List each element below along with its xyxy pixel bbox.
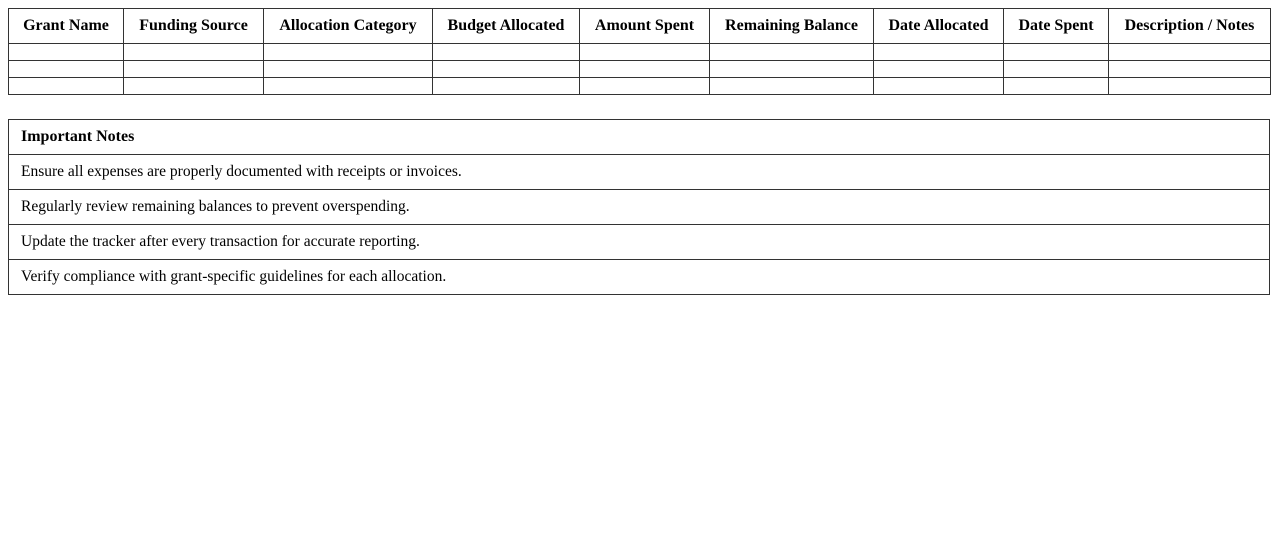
cell-remaining-balance[interactable] [710, 78, 874, 95]
note-row [9, 260, 1270, 295]
note-item: Verify compliance with grant-specific guidelines for each allocation. [9, 260, 1270, 295]
cell-grant-name[interactable] [9, 44, 124, 61]
cell-grant-name[interactable] [9, 61, 124, 78]
table-row [9, 78, 1271, 95]
column-header-amount-spent: Amount Spent [580, 9, 710, 44]
column-header-date-allocated: Date Allocated [874, 9, 1004, 44]
grant-tracker-table [8, 8, 1271, 95]
page-content [8, 8, 1270, 295]
note-item: Regularly review remaining balances to prevent overspending. [9, 190, 1270, 225]
cell-remaining-balance[interactable] [710, 61, 874, 78]
cell-funding-source[interactable] [124, 44, 264, 61]
column-header-description-notes: Description / Notes [1109, 9, 1271, 44]
cell-budget-allocated[interactable] [433, 78, 580, 95]
cell-description-notes[interactable] [1109, 78, 1271, 95]
cell-amount-spent[interactable] [580, 61, 710, 78]
notes-header-row [9, 120, 1270, 155]
cell-allocation-category[interactable] [264, 61, 433, 78]
cell-date-spent[interactable] [1004, 78, 1109, 95]
column-header-budget-allocated: Budget Allocated [433, 9, 580, 44]
cell-allocation-category[interactable] [264, 44, 433, 61]
column-header-funding-source: Funding Source [124, 9, 264, 44]
cell-remaining-balance[interactable] [710, 44, 874, 61]
cell-date-allocated[interactable] [874, 61, 1004, 78]
column-header-grant-name: Grant Name [9, 9, 124, 44]
important-notes-table [8, 119, 1270, 295]
note-item: Ensure all expenses are properly documented with receipts or invoices. [9, 155, 1270, 190]
cell-allocation-category[interactable] [264, 78, 433, 95]
column-header-date-spent: Date Spent [1004, 9, 1109, 44]
table-header-row [9, 9, 1271, 44]
cell-description-notes[interactable] [1109, 61, 1271, 78]
cell-date-allocated[interactable] [874, 78, 1004, 95]
cell-budget-allocated[interactable] [433, 61, 580, 78]
table-row [9, 44, 1271, 61]
cell-date-spent[interactable] [1004, 44, 1109, 61]
notes-title: Important Notes [9, 120, 1270, 155]
cell-funding-source[interactable] [124, 61, 264, 78]
table-row [9, 61, 1271, 78]
cell-funding-source[interactable] [124, 78, 264, 95]
cell-date-spent[interactable] [1004, 61, 1109, 78]
cell-grant-name[interactable] [9, 78, 124, 95]
cell-budget-allocated[interactable] [433, 44, 580, 61]
note-item: Update the tracker after every transaction for accurate reporting. [9, 225, 1270, 260]
note-row [9, 225, 1270, 260]
column-header-allocation-category: Allocation Category [264, 9, 433, 44]
column-header-remaining-balance: Remaining Balance [710, 9, 874, 44]
cell-amount-spent[interactable] [580, 44, 710, 61]
note-row [9, 155, 1270, 190]
cell-amount-spent[interactable] [580, 78, 710, 95]
note-row [9, 190, 1270, 225]
cell-date-allocated[interactable] [874, 44, 1004, 61]
cell-description-notes[interactable] [1109, 44, 1271, 61]
